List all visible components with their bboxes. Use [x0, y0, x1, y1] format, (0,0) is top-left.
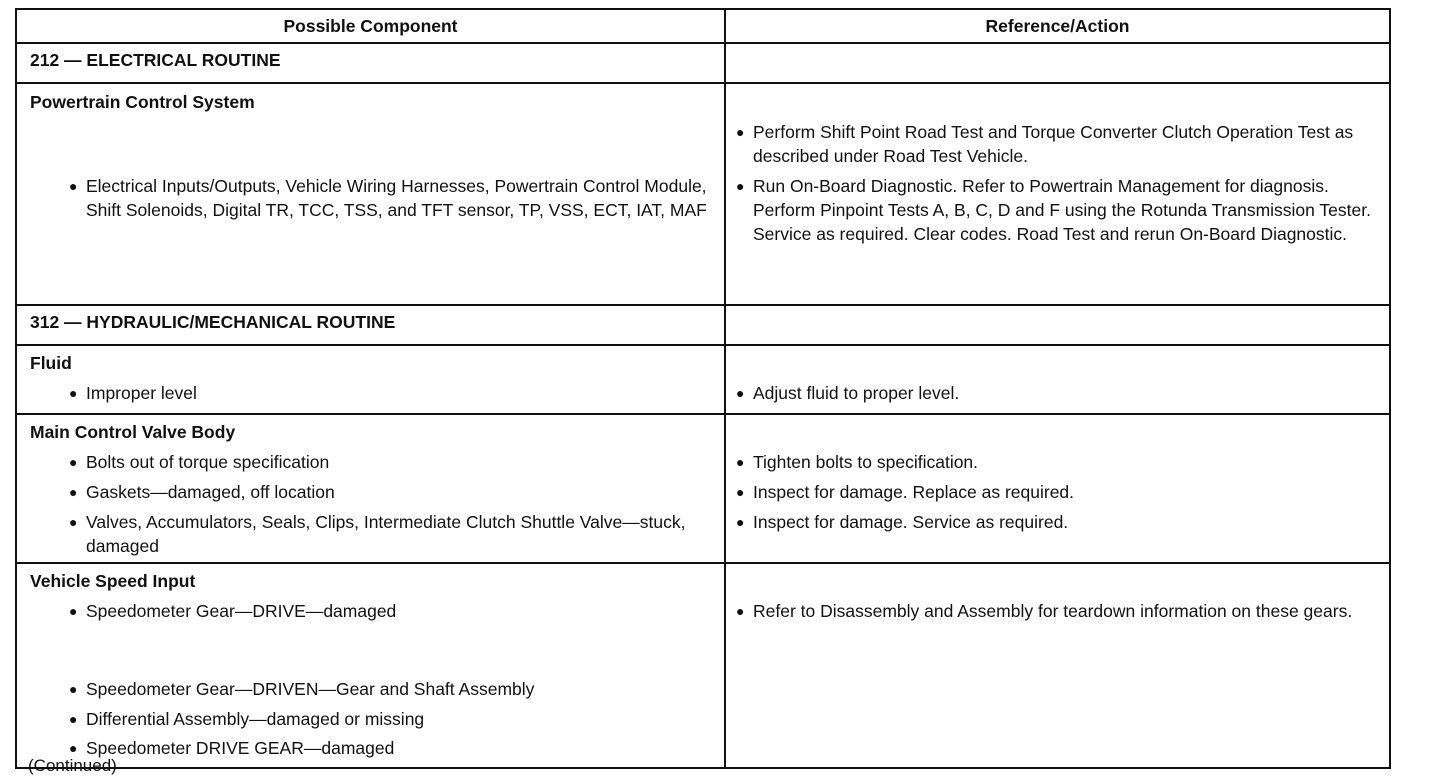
action-inspect-replace: ● Inspect for damage. Replace as required. — [726, 480, 1389, 510]
action-run-onboard-diagnostic: ● Run On-Board Diagnostic. Refer to Powertrain Management for diagnosis. Perform Pinpoint Tests A, B, C, D and F using the Rotunda Transmission Tester. Service as required. Clear codes. Road Test and rerun On-Board Diagnostic. — [726, 174, 1389, 246]
action-refer-disassembly: ● Refer to Disassembly and Assembly for teardown information on these gears. — [726, 599, 1389, 623]
component-gaskets: ● Gaskets—damaged, off location — [17, 480, 724, 510]
section-row-312 — [16, 305, 1390, 345]
component-differential-assembly: ● Differential Assembly—damaged or missing — [17, 707, 724, 737]
vehicle-speed-components — [16, 563, 725, 768]
action-adjust-fluid: ● Adjust fluid to proper level. — [726, 381, 1389, 405]
component-speedometer-driven: ● Speedometer Gear—DRIVEN—Gear and Shaft Assembly — [17, 677, 724, 707]
component-bolts-torque: ● Bolts out of torque specification — [17, 450, 724, 480]
group-title-valve-body: Main Control Valve Body — [30, 422, 236, 442]
component-electrical-inputs: ● Electrical Inputs/Outputs, Vehicle Wiring Harnesses, Powertrain Control Module, Shift Solenoids, Digital TR, TCC, TSS, and TFT sensor, TP, VSS, ECT, IAT, MAF — [17, 174, 724, 222]
powertrain-components — [16, 83, 725, 305]
section-title-312: 312 — HYDRAULIC/MECHANICAL ROUTINE — [16, 305, 725, 345]
header-reference-action: Reference/Action — [725, 9, 1390, 43]
action-tighten-bolts: ● Tighten bolts to specification. — [726, 450, 1389, 480]
diagnosis-table — [15, 8, 1391, 769]
component-speedometer-drive: ● Speedometer Gear—DRIVE—damaged — [17, 599, 724, 629]
component-speedometer-drive-gear: ● Speedometer DRIVE GEAR—damaged — [17, 736, 724, 766]
header-possible-component: Possible Component — [16, 9, 725, 43]
valve-body-components — [16, 414, 725, 563]
component-valves-accumulators: ● Valves, Accumulators, Seals, Clips, Intermediate Clutch Shuttle Valve—stuck, damaged — [17, 510, 724, 558]
component-improper-level: ● Improper level — [17, 381, 724, 405]
action-shift-point-road-test: ● Perform Shift Point Road Test and Torque Converter Clutch Operation Test as described under Road Test Vehicle. — [726, 120, 1389, 168]
group-title-vehicle-speed: Vehicle Speed Input — [30, 571, 196, 591]
group-row-vehicle-speed — [16, 563, 1390, 768]
section-title-212: 212 — ELECTRICAL ROUTINE — [16, 43, 725, 83]
group-row-fluid — [16, 345, 1390, 414]
group-title-powertrain: Powertrain Control System — [30, 92, 255, 112]
header-row — [16, 9, 1390, 43]
continued-note: (Continued) — [28, 756, 117, 775]
section-blank — [725, 305, 1390, 345]
section-blank — [725, 43, 1390, 83]
group-row-valve-body — [16, 414, 1390, 563]
fluid-actions — [725, 345, 1390, 414]
section-row-212 — [16, 43, 1390, 83]
powertrain-actions — [725, 83, 1390, 305]
fluid-components — [16, 345, 725, 414]
action-inspect-service: ● Inspect for damage. Service as required. — [726, 510, 1389, 540]
group-row-powertrain — [16, 83, 1390, 305]
valve-body-actions — [725, 414, 1390, 563]
group-title-fluid: Fluid — [30, 353, 72, 373]
vehicle-speed-actions — [725, 563, 1390, 768]
